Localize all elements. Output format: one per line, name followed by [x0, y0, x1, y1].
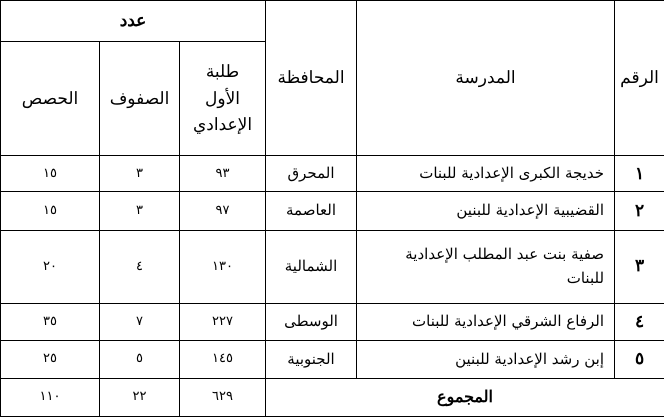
table-row [1, 340, 664, 378]
cell-classes: ٧ [100, 303, 180, 340]
cell-periods: ٢٥ [1, 340, 100, 378]
cell-school: القضيبية الإعدادية للبنين [357, 192, 615, 230]
cell-school-text: صفية بنت عبد المطلب الإعدادية للبنات [405, 245, 605, 287]
cell-periods: ١٥ [1, 156, 100, 192]
cell-governorate: المحرق [266, 156, 357, 192]
cell-school [357, 230, 615, 303]
cell-classes: ٣ [100, 192, 180, 230]
cell-classes: ٥ [100, 340, 180, 378]
cell-governorate: الوسطى [266, 303, 357, 340]
total-periods: ١١٠ [1, 378, 100, 416]
cell-governorate: الجنوبية [266, 340, 357, 378]
total-students: ٦٢٩ [180, 378, 266, 416]
cell-school: إبن رشد الإعدادية للبنين [357, 340, 615, 378]
cell-periods: ٣٥ [1, 303, 100, 340]
cell-governorate: الشمالية [266, 230, 357, 303]
cell-classes: ٣ [100, 156, 180, 192]
table-row [1, 230, 664, 303]
cell-governorate: العاصمة [266, 192, 357, 230]
header-rank: الرقم [615, 1, 664, 156]
header-students-text: طلبة الأول الإعدادي [192, 62, 253, 135]
table-row [1, 156, 664, 192]
cell-students: ١٣٠ [180, 230, 266, 303]
header-students [180, 42, 266, 156]
table-row [1, 192, 664, 230]
cell-rank: ٢ [615, 192, 664, 230]
cell-school: خديجة الكبرى الإعدادية للبنات [357, 156, 615, 192]
cell-rank: ٣ [615, 230, 664, 303]
cell-students: ٢٢٧ [180, 303, 266, 340]
table-row [1, 303, 664, 340]
cell-rank: ١ [615, 156, 664, 192]
header-classes: الصفوف [100, 42, 180, 156]
cell-periods: ٢٠ [1, 230, 100, 303]
total-row [1, 378, 664, 416]
cell-students: ١٤٥ [180, 340, 266, 378]
cell-rank: ٥ [615, 340, 664, 378]
total-classes: ٢٢ [100, 378, 180, 416]
cell-classes: ٤ [100, 230, 180, 303]
cell-periods: ١٥ [1, 192, 100, 230]
header-governorate: المحافظة [266, 1, 357, 156]
total-label: المجموع [266, 378, 664, 416]
cell-students: ٩٧ [180, 192, 266, 230]
cell-students: ٩٣ [180, 156, 266, 192]
header-count-group: عدد [1, 1, 266, 42]
cell-school: الرفاع الشرقي الإعدادية للبنات [357, 303, 615, 340]
header-periods: الحصص [1, 42, 100, 156]
header-school: المدرسة [357, 1, 615, 156]
cell-rank: ٤ [615, 303, 664, 340]
